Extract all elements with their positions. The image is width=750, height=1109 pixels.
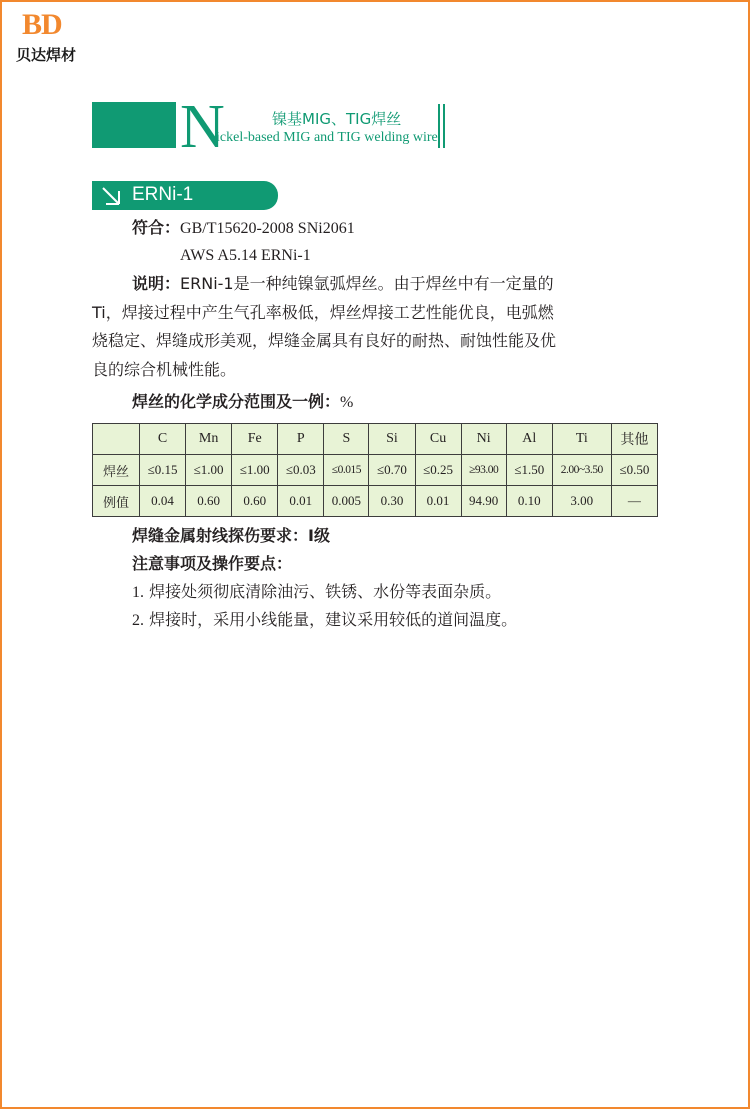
arrow-down-right-icon — [100, 185, 122, 207]
standard-label: 符合： — [132, 218, 181, 237]
row-label: 例值 — [93, 486, 140, 517]
description-line-4: 良的综合机械性能。 — [92, 359, 237, 379]
table-header-cell: Al — [506, 424, 552, 455]
table-row — [93, 486, 658, 517]
description-line-2: Ti，焊接过程中产生气孔率极低，焊丝焊接工艺性能优良，电弧燃 — [92, 302, 554, 322]
table-cell: ≥93.00 — [461, 455, 506, 486]
composition-unit: % — [340, 394, 354, 411]
standard-gb: GB/T15620-2008 SNi2061 — [180, 220, 355, 237]
table-header-cell: Ni — [461, 424, 506, 455]
standard-aws: AWS A5.14 ERNi-1 — [180, 247, 311, 264]
list-text: 焊接处须彻底清除油污、铁锈、水份等表面杂质。 — [149, 582, 502, 601]
banner-title-en: ickel-based MIG and TIG welding wire — [216, 130, 438, 145]
description-line-3: 烧稳定、焊缝成形美观，焊缝金属具有良好的耐热、耐蚀性能及优 — [92, 331, 557, 350]
product-name: ERNi-1 — [132, 184, 194, 205]
logo-mark: BD — [22, 8, 62, 41]
banner-title-cn: 镍基MIG、TIG焊丝 — [272, 110, 402, 128]
description-label: 说明： — [132, 274, 181, 293]
table-cell: ≤0.15 — [140, 455, 186, 486]
composition-table — [92, 423, 658, 517]
table-cell: ≤0.03 — [278, 455, 324, 486]
list-number: 1. — [132, 584, 144, 601]
table-header-cell: Ti — [552, 424, 611, 455]
list-item — [132, 606, 517, 635]
category-banner — [92, 93, 452, 161]
table-header-cell: Fe — [232, 424, 278, 455]
product-tab — [92, 181, 278, 210]
table-cell: 0.01 — [278, 486, 324, 517]
radiography-requirement — [132, 522, 330, 550]
table-header-row — [93, 424, 658, 455]
table-cell: 0.10 — [506, 486, 552, 517]
company-name: 贝达焊材 — [16, 46, 77, 64]
banner-divider — [438, 104, 448, 148]
list-text: 焊接时，采用小线能量，建议采用较低的道间温度。 — [149, 610, 518, 629]
composition-heading: 焊丝的化学成分范围及一例：% — [132, 392, 354, 411]
table-cell: 0.04 — [140, 486, 186, 517]
notes-heading: 注意事项及操作要点： — [132, 554, 293, 573]
table-cell: ≤1.00 — [232, 455, 278, 486]
table-cell: 2.00~3.50 — [552, 455, 611, 486]
table-header-cell: 其他 — [611, 424, 657, 455]
radiography-value: Ⅰ级 — [308, 526, 330, 545]
table-cell: — — [611, 486, 657, 517]
table-cell: ≤0.70 — [369, 455, 415, 486]
company-logo — [14, 8, 94, 64]
table-cell: 0.60 — [232, 486, 278, 517]
table-cell: 3.00 — [552, 486, 611, 517]
table-cell: ≤1.00 — [186, 455, 232, 486]
table-header-cell: S — [324, 424, 369, 455]
table-header-cell: Si — [369, 424, 415, 455]
table-header-cell: C — [140, 424, 186, 455]
list-item — [132, 578, 501, 607]
row-label: 焊丝 — [93, 455, 140, 486]
table-header-cell: Mn — [186, 424, 232, 455]
banner-initial: N — [180, 93, 225, 161]
table-cell: 0.01 — [415, 486, 461, 517]
table-header-cell — [93, 424, 140, 455]
table-cell: 0.60 — [186, 486, 232, 517]
table-cell: 94.90 — [461, 486, 506, 517]
table-header-cell: Cu — [415, 424, 461, 455]
list-number: 2. — [132, 612, 144, 629]
standard-line-1 — [132, 214, 355, 243]
table-cell: ≤1.50 — [506, 455, 552, 486]
table-cell: ≤0.50 — [611, 455, 657, 486]
banner-green-block — [92, 102, 176, 148]
table-row — [93, 455, 658, 486]
table-cell: 0.005 — [324, 486, 369, 517]
radiography-label: 焊缝金属射线探伤要求： — [132, 526, 309, 545]
table-header-cell: P — [278, 424, 324, 455]
table-cell: ≤0.015 — [324, 455, 369, 486]
table-cell: 0.30 — [369, 486, 415, 517]
table-cell: ≤0.25 — [415, 455, 461, 486]
description-line-1: 说明：ERNi-1是一种纯镍氩弧焊丝。由于焊丝中有一定量的 — [132, 274, 554, 293]
description — [92, 270, 662, 384]
